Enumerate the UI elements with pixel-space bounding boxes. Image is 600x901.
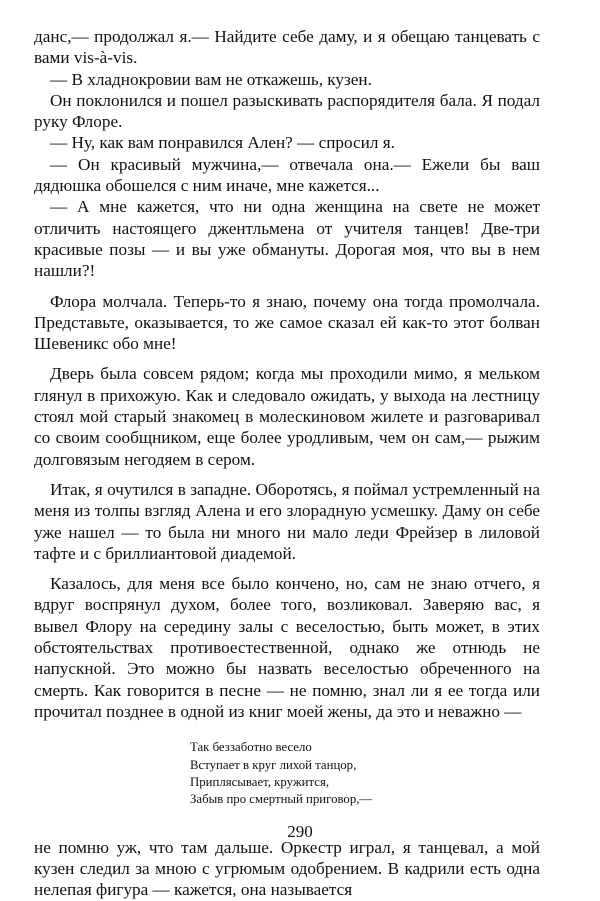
verse-quote: [190, 739, 540, 809]
paragraph-11: не помню уж, что там дальше. Оркестр играл, я танцевал, а мой кузен следил за мною с угрюмым одобрением. В кадрили есть одна нелепая фигура — кажется, она называется: [34, 837, 540, 900]
paragraph-3: Он поклонился и пошел разыскивать распорядителя бала. Я подал руку Флоре.: [34, 90, 540, 132]
paragraph-9: Итак, я очутился в западне. Оборотясь, я поймал устремленный на меня из толпы взгляд Алена и его злорадную усмешку. Даму он себе уже нашел — то была ни много ни мало леди Фрейзер в лиловой тафте и с бриллиантовой диадемой.: [34, 479, 540, 563]
paragraph-6: — А мне кажется, что ни одна женщина на свете не может отличить настоящего джентльмена от учителя танцев! Две-три красивые позы — и вы уже обмануты. Дорогая моя, что вы в нем нашли?!: [34, 197, 540, 281]
paragraph-4: — Ну, как вам понравился Ален? — спросил я.: [50, 133, 395, 153]
paragraph-2: — В хладнокровии вам не откажешь, кузен.: [50, 69, 372, 89]
verse-line-2: Вступает в круг лихой танцор,: [190, 757, 357, 772]
paragraph-10: Казалось, для меня все было кончено, но, сам не знаю отчего, я вдруг воспрянул духом, более того, возликовал. Заверяю вас, я вывел Флору на середину залы с веселостью, быть может, в этих обстоятельствах противоестественной, однако же отнюдь не напускной. Это можно бы назвать веселостью обреченного на смерть. Как говорится в песне — не помню, знал ли я ее тогда или прочитал позднее в одной из книг моей жены, да это и неважно —: [34, 574, 540, 721]
paragraph-1: данс,— продолжал я.— Найдите себе даму, и я обещаю танцевать с вами vis-à-vis.: [34, 27, 540, 68]
paragraph-8: Дверь была совсем рядом; когда мы проходили мимо, я мельком глянул в прихожую. Как и следовало ожидать, у выхода на лестницу стоял мой старый знакомец в молескиновом жилете и разговаривал со своим сообщником, еще более уродливым, чем он сам,— рыжим долговязым негодяем в сером.: [34, 364, 540, 469]
page-number: 290: [287, 822, 313, 841]
verse-line-3: Приплясывает, кружится,: [190, 775, 330, 790]
verse-line-4: Забыв про смертный приговор,—: [190, 792, 373, 807]
verse-line-1: Так беззаботно весело: [190, 740, 312, 755]
paragraph-7: Флора молчала. Теперь-то я знаю, почему она тогда промолчала. Представьте, оказывается, то же самое сказал ей как-то этот болван Шевеникс обо мне!: [34, 291, 540, 354]
paragraph-5: — Он красивый мужчина,— отвечала она.— Ежели бы ваш дядюшка обошелся с ним иначе, мне кажется...: [34, 154, 540, 196]
page-body: [34, 26, 540, 901]
